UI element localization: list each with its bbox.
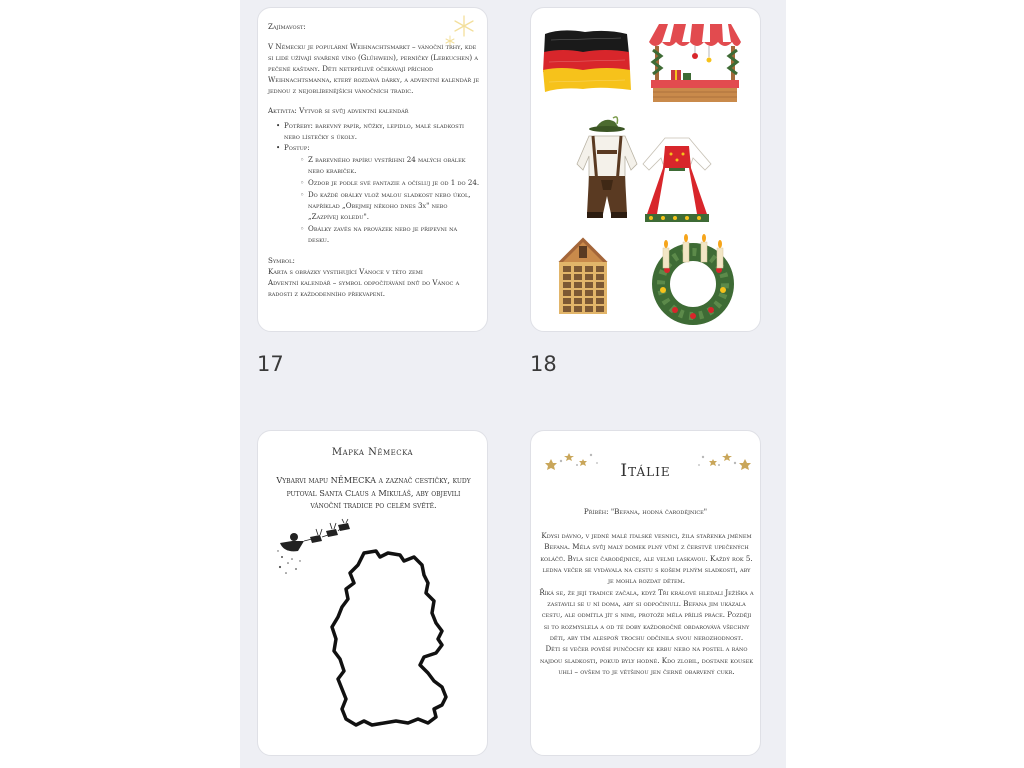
- calendar-door: [574, 306, 582, 312]
- calendar-door: [574, 274, 582, 280]
- advent-calendar-house-icon: [553, 232, 613, 316]
- calendar-door: [596, 306, 604, 312]
- story-subtitle: Příběh: "Befana, hodná čarodějnice": [583, 507, 708, 516]
- calendar-door: [574, 266, 582, 272]
- interest-paragraph: V Německu je populární Weihnachtsmarkt – vánoční trhy, kde si lidé užívají svařené víno (Glühwein), perníčky (Lebkuchen) a pečené kaštany. Děti netrpělivě očekávají příchod Weihnachtsmanna, který rozdává dárky, a adventní kalendář je jednou z nejoblíbenějších vánočních tradic.: [268, 41, 480, 95]
- calendar-door: [585, 298, 593, 304]
- calendar-door: [585, 290, 593, 296]
- procedure-item: [276, 143, 480, 246]
- calendar-door: [563, 282, 571, 288]
- symbol-label: Symbol:: [268, 255, 295, 265]
- italy-title: Itálie: [620, 461, 671, 481]
- page-19[interactable]: [257, 430, 488, 756]
- calendar-door: [563, 306, 571, 312]
- page-number-18: 18: [530, 352, 557, 376]
- needs-item: • Potřeby: barevný papír, nůžky, lepidlo, malé sladkosti nebo lístečky s úkoly.: [276, 121, 480, 143]
- story-paragraph: Kdysi dávno, v jedné malé italské vesnici, žila stařenka jménem Befana. Měla svůj malý domek plný vůní z čerstvě upečených koláčů. Byla sice čarodějnice, ale velmi laskavou. Každý rok 5. ledna večer se vydávala na cestu s košem plným sladkostí, aby je mohla rozdat dětem.: [540, 531, 753, 586]
- calendar-door: [585, 266, 593, 272]
- calendar-door: [585, 274, 593, 280]
- map-instruction: Vybarvi mapu NĚMECKA a zaznač cestičky, kudy putoval Santa Claus a Mikuláš, aby objevili vánoční tradice po celém světě.: [276, 475, 471, 511]
- calendar-door: [563, 266, 571, 272]
- map-page-title: Mapka Německa: [331, 447, 414, 458]
- interest-heading: Zajímavost:: [268, 22, 306, 31]
- calendar-door: [596, 290, 604, 296]
- symbol-line: Adventní kalendář – symbol odpočítávání dnů do Vánoc a radosti z každodenního překvapení.: [268, 277, 460, 298]
- advent-wreath-icon: [645, 230, 741, 326]
- page-number-17: 17: [257, 352, 284, 376]
- german-flag-icon: [541, 26, 633, 96]
- story-paragraph: Děti si večer pověsí punčochy ke krbu nebo na postel a ráno najdou sladkosti, pokud byly hodné. Kdo zlobil, dostane kousek uhlí – ovšem to je většinou jen černě obarvený cukr.: [539, 644, 754, 677]
- step-item: ◦ Obálky zavěs na provázek nebo je připevni na desku.: [300, 224, 480, 246]
- calendar-door: [596, 298, 604, 304]
- step-item: ◦ Z barevného papíru vystřihni 24 malých obálek nebo krabiček.: [300, 155, 480, 177]
- calendar-door: [563, 298, 571, 304]
- calendar-door: [585, 282, 593, 288]
- calendar-door: [596, 274, 604, 280]
- calendar-door: [574, 282, 582, 288]
- calendar-door: [563, 274, 571, 280]
- calendar-door: [596, 282, 604, 288]
- page-20[interactable]: [530, 430, 761, 756]
- activity-title: Aktivita: Vytvoř si svůj adventní kalendář: [268, 105, 409, 115]
- calendar-door: [574, 290, 582, 296]
- dirndl-icon: [639, 134, 715, 226]
- lederhosen-icon: [575, 114, 643, 224]
- page-18[interactable]: [530, 7, 761, 332]
- step-item: ◦ Do každé obálky vlož malou sladkost nebo úkol, například „Obejmej někoho dnes 3x" nebo „Zazpívej koledu".: [300, 190, 480, 223]
- christmas-market-stall-icon: [645, 20, 745, 104]
- procedure-label: Postup:: [284, 142, 310, 152]
- symbol-line: Karta s obrázky vystihující Vánoce v této zemi: [268, 266, 423, 276]
- calendar-door: [574, 298, 582, 304]
- calendar-door: [596, 266, 604, 272]
- calendar-door: [585, 306, 593, 312]
- story-paragraph: Říká se, že její tradice začala, když Tři králové hledali Ježíška a zastavili se u ní doma, aby si odpočinuli. Befana jim ukázala cestu, ale odmítla jít s nimi, protože měla příliš práce. Později si to rozmyslela a od té doby každoročně obdarovává všechny děti, aby tím alespoň trochu odčinila svou nerozhodnost.: [539, 587, 754, 643]
- germany-map-outline: [324, 547, 474, 737]
- calendar-door: [563, 290, 571, 296]
- step-item: ◦ Ozdob je podle své fantazie a očísluj je od 1 do 24.: [300, 178, 480, 189]
- page-17[interactable]: [257, 7, 488, 332]
